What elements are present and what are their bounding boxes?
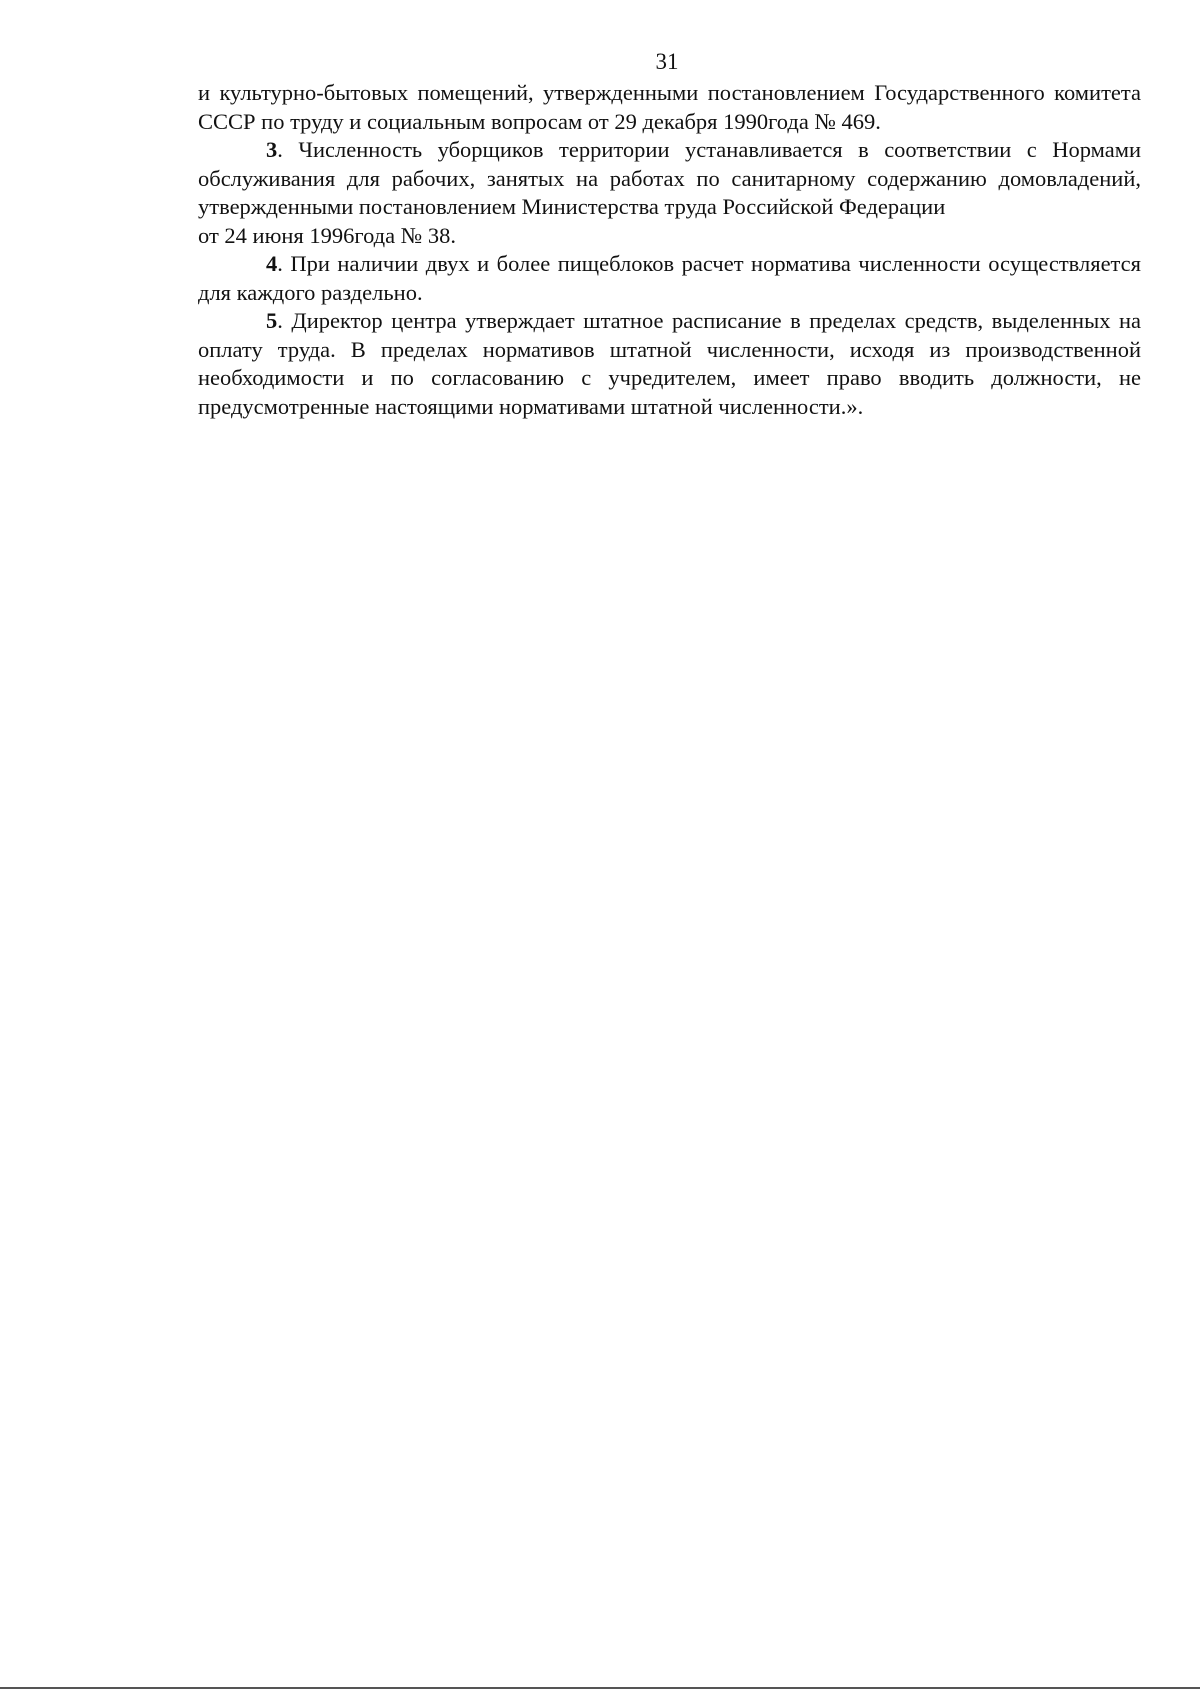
paragraph-3 [198,136,1141,222]
paragraph-3-text: . Численность уборщиков территории устанавливается в соответствии с Нормами обслуживания для рабочих, занятых на работах по санитарному содержанию домовладений, утвержденными постановлением Министерства труда Российской Федерации [198,137,1141,219]
paragraph-continuation: и культурно-бытовых помещений, утвержденными постановлением Государственного комитета СССР по труду и социальным вопросам от 29 декабря 1990года № 469. [198,80,1141,134]
paragraph-5-text: . Директор центра утверждает штатное расписание в пределах средств, выделенных на оплату труда. В пределах нормативов штатной численности, исходя из производственной необходимости и по согласованию с учредителем, имеет право вводить должности, не предусмотренные настоящими нормативами штатной численности.». [198,308,1141,419]
page-number: 31 [655,49,679,74]
paragraph-4-number: 4 [266,251,278,276]
page-bottom-rule [0,1687,1200,1689]
document-body [198,79,1141,421]
paragraph-5-number: 5 [266,308,278,333]
paragraph-3-tail: от 24 июня 1996года № 38. [198,222,456,248]
paragraph-5 [198,307,1141,421]
paragraph-4-text: . При наличии двух и более пищеблоков расчет норматива численности осуществляется для каждого раздельно. [198,251,1141,305]
paragraph-4 [198,250,1141,307]
paragraph-3-number: 3 [266,137,278,162]
